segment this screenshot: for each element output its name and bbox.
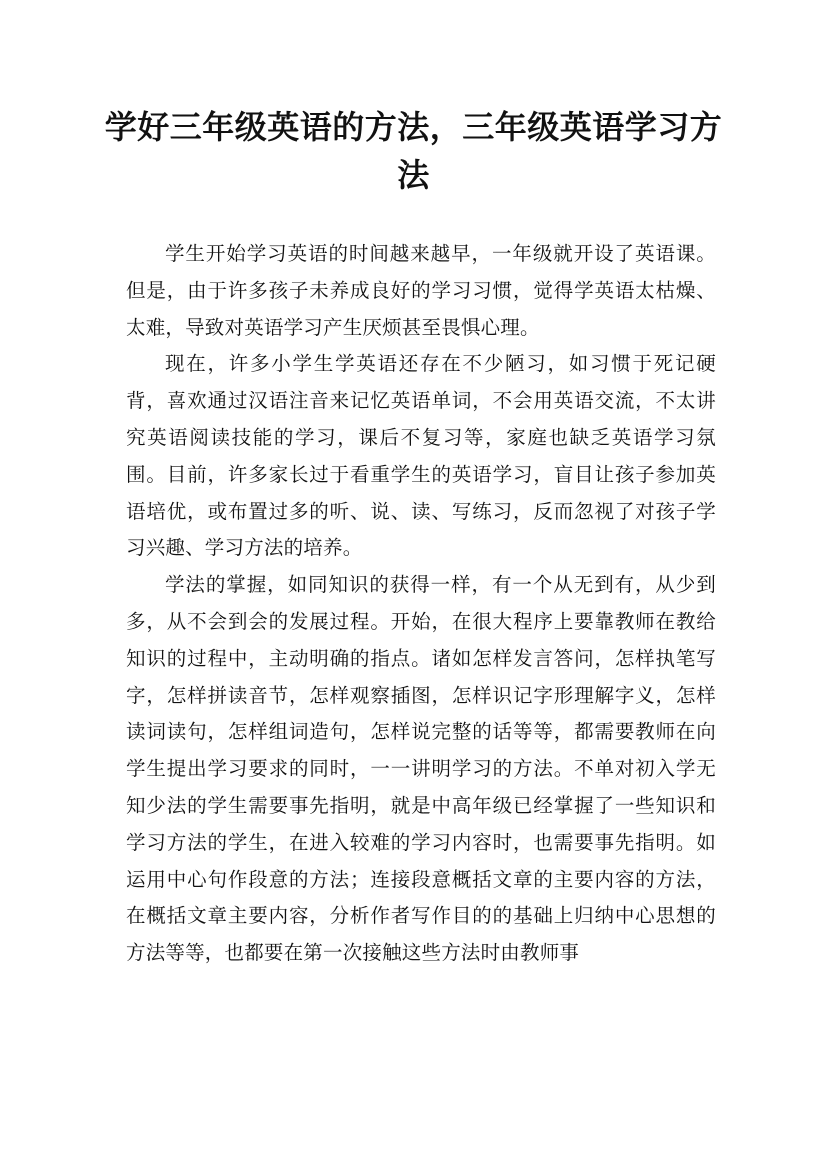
paragraph-3: 学法的掌握，如同知识的获得一样，有一个从无到有，从少到多，从不会到会的发展过程。开始，在很大程序上要靠教师在教给知识的过程中，主动明确的指点。诸如怎样发言答问，怎样执笔写字，怎样拼读音节，怎样观察插图，怎样识记字形理解字义，怎样读词读句，怎样组词造句，怎样说完整的话等等，都需要教师在向学生提出学习要求的同时，一一讲明学习的方法。不单对初入学无知少法的学生需要事先指明，就是中高年级已经掌握了一些知识和学习方法的学生，在进入较难的学习内容时，也需要事先指明。如运用中心句作段意的方法；连接段意概括文章的主要内容的方法，在概括文章主要内容，分析作者写作目的的基础上归纳中心思想的方法等等，也都要在第一次接触这些方法时由教师事 — [126, 573, 716, 965]
page-title: 学好三年级英语的方法，三年级英语学习方法 — [104, 108, 723, 194]
document-body — [126, 236, 716, 972]
paragraph-1: 学生开始学习英语的时间越来越早，一年级就开设了英语课。但是，由于许多孩子未养成良好的学习习惯，觉得学英语太枯燥、太难，导致对英语学习产生厌烦甚至畏惧心理。 — [126, 242, 716, 339]
paragraph-2: 现在，许多小学生学英语还存在不少陋习，如习惯于死记硬背，喜欢通过汉语注音来记忆英语单词，不会用英语交流，不太讲究英语阅读技能的学习，课后不复习等，家庭也缺乏英语学习氛围。目前，许多家长过于看重学生的英语学习，盲目让孩子参加英语培优，或布置过多的听、说、读、写练习，反而忽视了对孩子学习兴趣、学习方法的培养。 — [126, 352, 716, 560]
